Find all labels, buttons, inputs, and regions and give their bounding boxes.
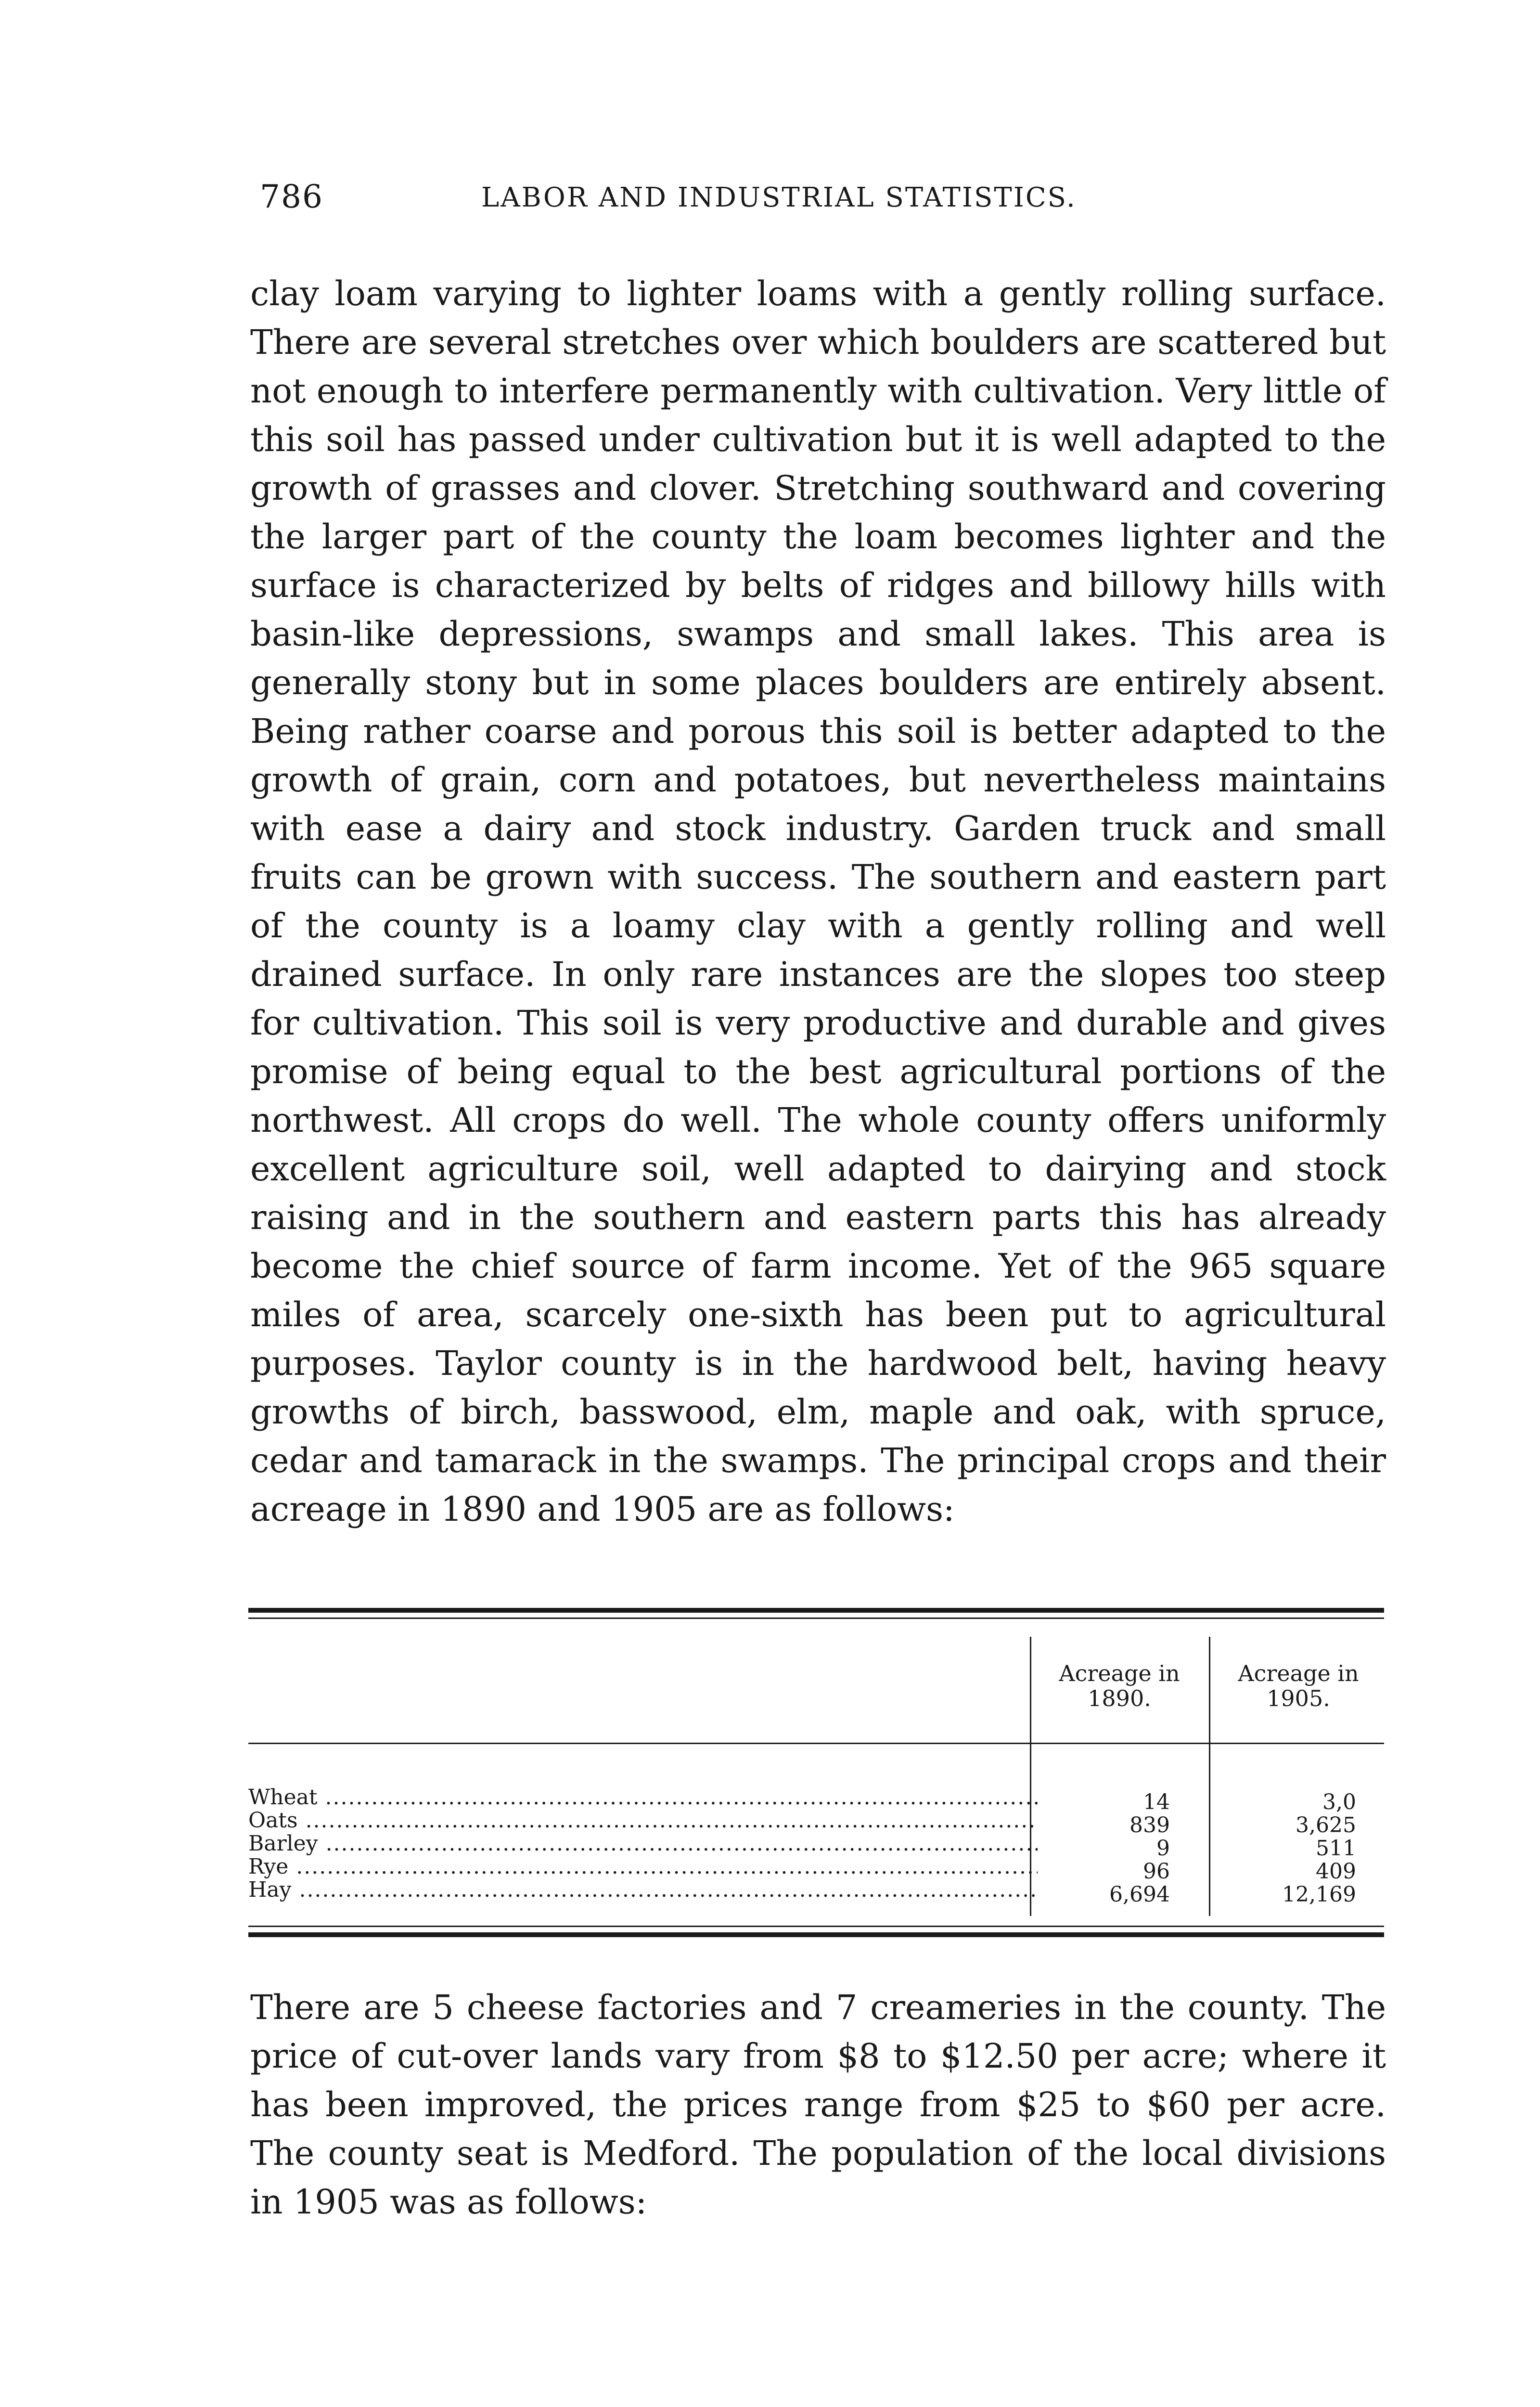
acreage-1905: 511 [1316, 1836, 1356, 1861]
body-paragraph-1: clay loam varying to lighter loams with a gently rolling surface. There are several stretches over which boulders are scattered but not enough to interfere permanently with cultivation. Very little of this soil has passed under cultivation but it is well adapted to the growth of grasses and clover. Stretching southward and covering the larger part of the county the loam becomes lighter and the surface is characterized by belts of ridges and billowy hills with basin-like depressions, swamps and small lakes. This area is generally stony but in some places boulders are entirely absent. Being rather coarse and porous this soil is better adapted to the growth of grain, corn and potatoes, but nevertheless maintains with ease a dairy and stock industry. Garden truck and small fruits can be grown with success. The southern and eastern part of the county is a loamy clay with a gently rolling and well drained surface. In only rare instances are the slopes too steep for cultivation. This soil is very productive and durable and gives promise of being equal to the best agricultural portions of the northwest. All crops do well. The whole county offers uniformly excellent agriculture soil, well adapted to dairying and stock raising and in the southern and eastern parts this has already become the chief source of farm income. Yet of the 965 square miles of area, scarcely one-sixth has been put to agricultural purposes. Taylor county is in the hardwood belt, having heavy growths of birch, basswood, elm, maple and oak, with spruce, cedar and tamarack in the swamps. The principal crops and their acreage in 1890 and 1905 are as follows: [250, 274, 1386, 1529]
column-header-1890: Acreage in 1890. [1059, 1660, 1180, 1711]
table-bottom-rule-thin [248, 1926, 1384, 1927]
table-header-rule [248, 1743, 1384, 1744]
crop-name: Oats ..... [248, 1809, 1038, 1832]
acreage-1890: 14 [1143, 1790, 1170, 1814]
crop-name: Barley ..... [248, 1832, 1038, 1855]
acreage-1890: 9 [1156, 1836, 1170, 1861]
column-header-1905: Acreage in 1905. [1238, 1660, 1359, 1711]
crop-name: Rye ..... [248, 1855, 1038, 1878]
table-top-rule-thin [248, 1618, 1384, 1619]
acreage-1905: 12,169 [1282, 1882, 1356, 1907]
crop-name: Hay ..... [248, 1878, 1038, 1902]
acreage-1905: 409 [1316, 1859, 1356, 1884]
crops-table [248, 1608, 1384, 1954]
table-bottom-rule [248, 1932, 1384, 1937]
running-head: LABOR AND INDUSTRIAL STATISTICS. [481, 182, 1077, 213]
table-top-rule [248, 1608, 1384, 1613]
acreage-1890: 6,694 [1109, 1882, 1170, 1907]
acreage-1890: 96 [1143, 1859, 1170, 1884]
column-divider [1209, 1637, 1210, 1916]
body-paragraph-2: There are 5 cheese factories and 7 creameries in the county. The price of cut-over lands vary from $8 to $12.50 per acre; where it has been improved, the prices range from $25 to $60 per acre. The county seat is Medford. The population of the local divisions in 1905 was as follows: [250, 1988, 1386, 2222]
acreage-1890: 839 [1129, 1813, 1170, 1838]
acreage-1905: 3,625 [1296, 1813, 1356, 1838]
acreage-1905: 3,0 [1322, 1790, 1356, 1814]
page-number: 786 [260, 178, 323, 215]
crop-name: Wheat ..... [248, 1786, 1038, 1809]
